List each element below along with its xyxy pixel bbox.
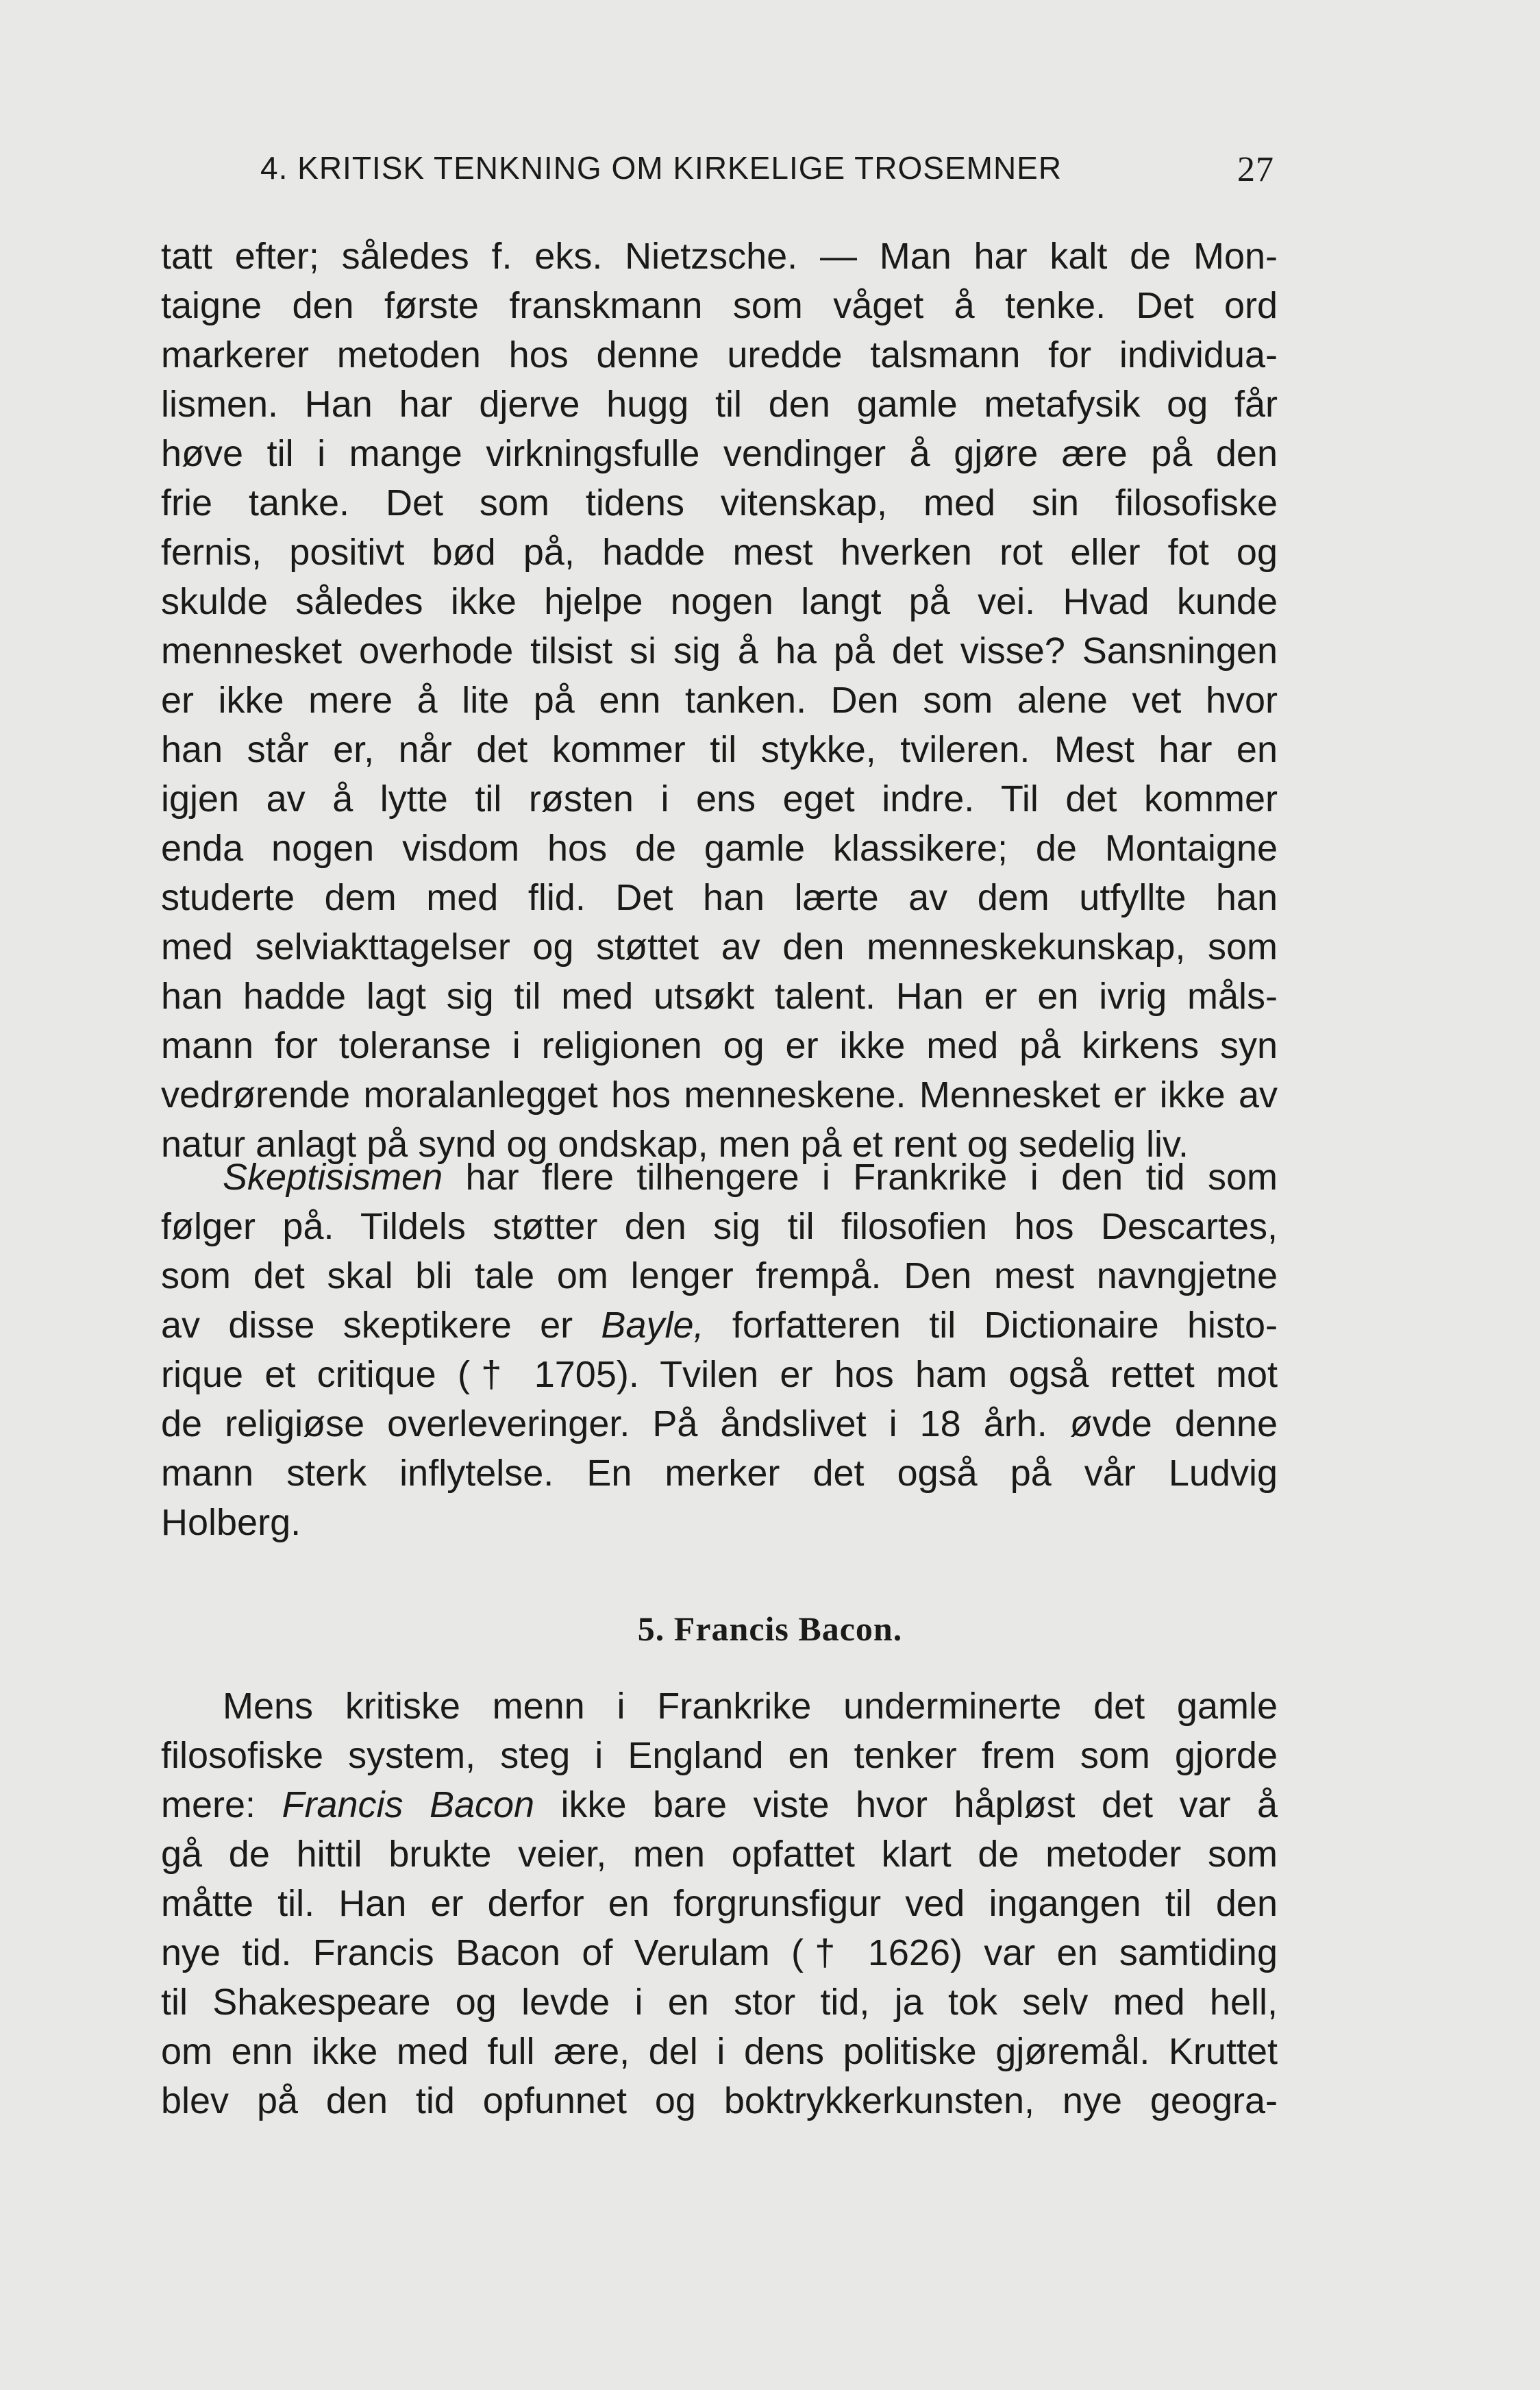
text-line: høve til i mange virkningsfulle vendinger å gjøre ære på den (161, 433, 1278, 474)
text-span: har flere tilhengere i Frankrike i den tid som (443, 1157, 1278, 1198)
text-line: enda nogen visdom hos de gamle klassikere; de Montaigne (161, 828, 1278, 869)
text-line: de religiøse overleveringer. På åndslivet i 18 årh. øvde denne (161, 1403, 1278, 1444)
text-line: er ikke mere å lite på enn tanken. Den som alene vet hvor (161, 680, 1278, 721)
text-line (161, 1153, 1278, 1202)
text-line: han står er, når det kommer til stykke, tvileren. Mest har en (161, 729, 1278, 770)
text-line (161, 1301, 1278, 1350)
text-line: frie tanke. Det som tidens vitenskap, med sin filosofiske (161, 482, 1278, 523)
text-line: rique et critique († 1705). Tvilen er hos ham også rettet mot (161, 1354, 1278, 1395)
text-line: taigne den første franskmann som våget å tenke. Det ord (161, 285, 1278, 326)
italic-name: Bayle, (601, 1305, 704, 1346)
text-line: vedrørende moralanlegget hos menneskene. Mennesket er ikke av (161, 1074, 1278, 1116)
text-line: som det skal bli tale om lenger frempå. Den mest navngjetne (161, 1255, 1278, 1296)
text-line: om enn ikke med full ære, del i dens politiske gjøremål. Kruttet (161, 2031, 1278, 2072)
text-line: mann for toleranse i religionen og er ikke med på kirkens syn (161, 1025, 1278, 1066)
text-line: tatt efter; således f. eks. Nietzsche. — Man har kalt de Mon- (161, 236, 1278, 277)
text-span: av disse skeptikere er (161, 1305, 601, 1346)
text-line: studerte dem med flid. Det han lærte av dem utfyllte han (161, 877, 1278, 918)
text-line: igjen av å lytte til røsten i ens eget indre. Til det kommer (161, 778, 1278, 820)
text-line: skulde således ikke hjelpe nogen langt på vei. Hvad kunde (161, 581, 1278, 622)
text-line: fernis, positivt bød på, hadde mest hverken rot eller fot og (161, 532, 1278, 573)
page-number: 27 (1237, 150, 1274, 189)
text-line: gå de hittil brukte veier, men opfattet klart de metoder som (161, 1834, 1278, 1875)
text-line: lismen. Han har djerve hugg til den gamle metafysik og får (161, 384, 1278, 425)
text-line: markerer metoden hos denne uredde talsmann for individua- (161, 334, 1278, 375)
running-header (260, 149, 1274, 197)
text-span: ikke bare viste hvor håpløst det var å (534, 1784, 1278, 1825)
text-line: han hadde lagt sig til med utsøkt talent. Han er en ivrig måls- (161, 976, 1278, 1017)
text-line (161, 1780, 1278, 1830)
text-line: mann sterk inflytelse. En merker det også på vår Ludvig (161, 1453, 1278, 1494)
italic-name: Francis Bacon (282, 1784, 535, 1825)
text-line: mennesket overhode tilsist si sig å ha på det visse? Sansningen (161, 630, 1278, 672)
text-line: nye tid. Francis Bacon of Verulam († 1626) var en samtiding (161, 1932, 1278, 1973)
text-line: følger på. Tildels støtter den sig til filosofien hos Descartes, (161, 1206, 1278, 1247)
text-span: mere: (161, 1784, 282, 1825)
text-line: Holberg. (161, 1502, 301, 1543)
text-line: Mens kritiske menn i Frankrike underminerte det gamle (223, 1686, 1278, 1727)
italic-term: Skeptisismen (223, 1157, 443, 1198)
section-heading: 5. Francis Bacon. (637, 1610, 903, 1648)
text-line: filosofiske system, steg i England en tenker frem som gjorde (161, 1735, 1278, 1776)
text-span: forfatteren til Dictionaire histo- (704, 1305, 1278, 1346)
text-line: med selviakttagelser og støttet av den menneskekunskap, som (161, 926, 1278, 968)
text-line: blev på den tid opfunnet og boktrykkerkunsten, nye geogra- (161, 2080, 1278, 2121)
running-title: 4. KRITISK TENKNING OM KIRKELIGE TROSEMNER (260, 150, 1063, 186)
text-line: til Shakespeare og levde i en stor tid, ja tok selv med hell, (161, 1982, 1278, 2023)
text-line: måtte til. Han er derfor en forgrunsfigur ved ingangen til den (161, 1883, 1278, 1924)
text-line: natur anlagt på synd og ondskap, men på et rent og sedelig liv. (161, 1124, 1189, 1165)
